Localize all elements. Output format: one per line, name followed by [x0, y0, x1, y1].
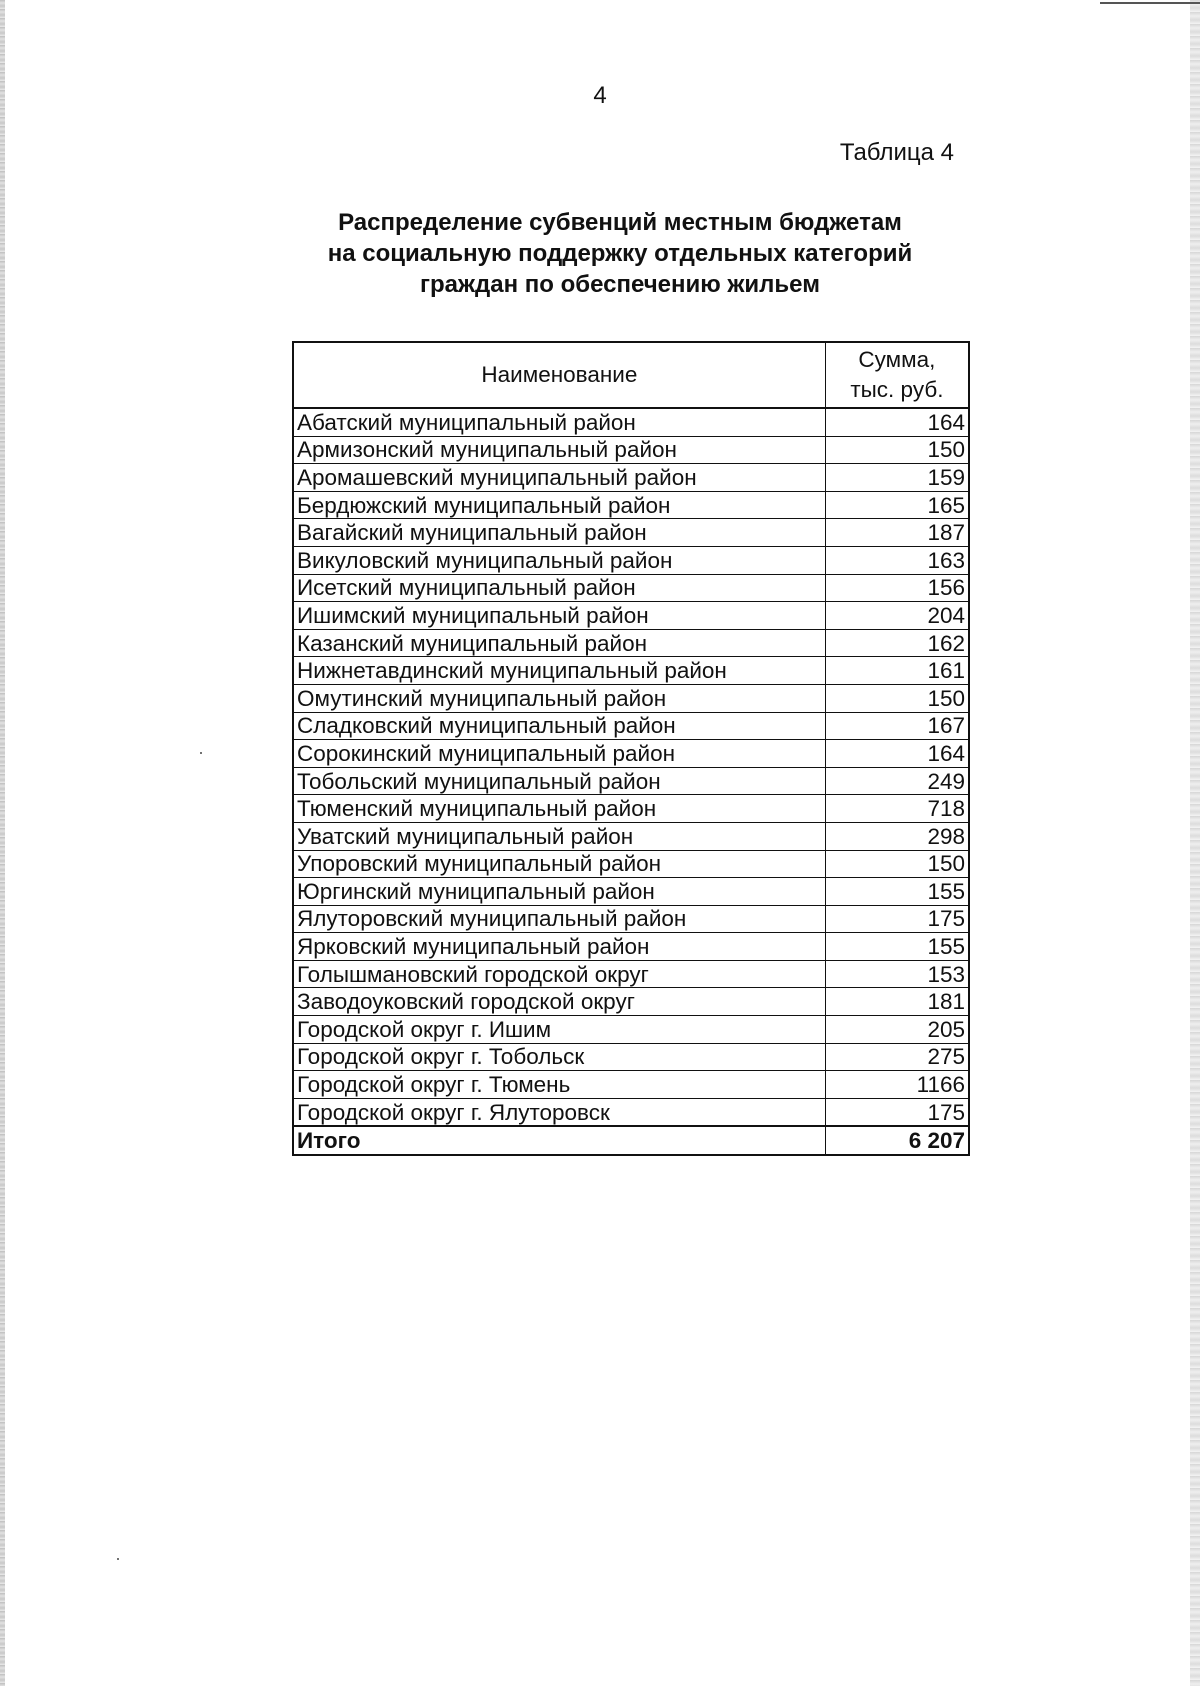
row-name: Викуловский муниципальный район: [293, 546, 825, 574]
scan-speck: [200, 752, 202, 754]
row-name: Уватский муниципальный район: [293, 822, 825, 850]
table-row: [293, 905, 969, 933]
table-row: [293, 1016, 969, 1044]
row-sum: 181: [825, 988, 969, 1016]
table-row: [293, 767, 969, 795]
table-row: [293, 629, 969, 657]
row-name: Тюменский муниципальный район: [293, 795, 825, 823]
scan-right-edge: [1190, 0, 1200, 1686]
row-sum: 275: [825, 1043, 969, 1071]
row-sum: 167: [825, 712, 969, 740]
table-row: [293, 878, 969, 906]
table-row: [293, 408, 969, 436]
table-row: [293, 1098, 969, 1126]
row-name: Казанский муниципальный район: [293, 629, 825, 657]
row-sum: 153: [825, 960, 969, 988]
title-line: на социальную поддержку отдельных категорий: [327, 240, 913, 267]
row-sum: 298: [825, 822, 969, 850]
row-name: Городской округ г. Ялуторовск: [293, 1098, 825, 1126]
row-sum: 165: [825, 491, 969, 519]
row-sum: 150: [825, 850, 969, 878]
table-row: [293, 850, 969, 878]
table-header-row: [293, 342, 969, 408]
row-name: Городской округ г. Тюмень: [293, 1071, 825, 1099]
table-label: Таблица 4: [839, 139, 954, 166]
row-name: Упоровский муниципальный район: [293, 850, 825, 878]
row-sum: 161: [825, 657, 969, 685]
header-sum: [825, 342, 969, 408]
table-row: [293, 657, 969, 685]
row-sum: 159: [825, 464, 969, 492]
table-row: [293, 464, 969, 492]
table-row: [293, 960, 969, 988]
table-row: [293, 574, 969, 602]
table-row: [293, 740, 969, 768]
title-line: граждан по обеспечению жильем: [420, 271, 820, 298]
document-title: [300, 207, 940, 300]
title-line: Распределение субвенций местным бюджетам: [338, 209, 902, 236]
row-sum: 164: [825, 740, 969, 768]
row-sum: 718: [825, 795, 969, 823]
row-name: Сладковский муниципальный район: [293, 712, 825, 740]
row-sum: 163: [825, 546, 969, 574]
row-sum: 204: [825, 602, 969, 630]
row-name: Нижнетавдинский муниципальный район: [293, 657, 825, 685]
table-row: [293, 436, 969, 464]
row-name: Сорокинский муниципальный район: [293, 740, 825, 768]
table-row: [293, 519, 969, 547]
table-body: [293, 408, 969, 1126]
total-label: Итого: [293, 1126, 825, 1155]
table-row: [293, 795, 969, 823]
row-sum: 150: [825, 684, 969, 712]
table-row: [293, 933, 969, 961]
row-name: Тобольский муниципальный район: [293, 767, 825, 795]
table-row: [293, 712, 969, 740]
row-sum: 175: [825, 1098, 969, 1126]
row-name: Омутинский муниципальный район: [293, 684, 825, 712]
table-row: [293, 602, 969, 630]
row-name: Аромашевский муниципальный район: [293, 464, 825, 492]
row-name: Бердюжский муниципальный район: [293, 491, 825, 519]
row-name: Городской округ г. Ишим: [293, 1016, 825, 1044]
scan-speck: [117, 1558, 119, 1560]
row-name: Ялуторовский муниципальный район: [293, 905, 825, 933]
page-number: 4: [593, 82, 607, 109]
table-row: [293, 1071, 969, 1099]
row-name: Исетский муниципальный район: [293, 574, 825, 602]
table-row: [293, 684, 969, 712]
table-row: [293, 1043, 969, 1071]
total-row: [293, 1126, 969, 1155]
row-sum: 249: [825, 767, 969, 795]
row-sum: 156: [825, 574, 969, 602]
row-name: Ярковский муниципальный район: [293, 933, 825, 961]
row-sum: 1166: [825, 1071, 969, 1099]
total-sum: 6 207: [825, 1126, 969, 1155]
header-name: Наименование: [293, 342, 825, 408]
row-sum: 155: [825, 878, 969, 906]
row-name: Вагайский муниципальный район: [293, 519, 825, 547]
row-name: Заводоуковский городской округ: [293, 988, 825, 1016]
row-sum: 155: [825, 933, 969, 961]
header-sum-line: тыс. руб.: [850, 377, 944, 402]
row-name: Городской округ г. Тобольск: [293, 1043, 825, 1071]
row-sum: 175: [825, 905, 969, 933]
row-sum: 187: [825, 519, 969, 547]
scan-left-edge: [0, 0, 5, 1686]
row-name: Голышмановский городской округ: [293, 960, 825, 988]
row-sum: 164: [825, 408, 969, 436]
table-row: [293, 491, 969, 519]
table-row: [293, 546, 969, 574]
row-sum: 150: [825, 436, 969, 464]
header-sum-line: Сумма,: [858, 347, 936, 372]
row-name: Ишимский муниципальный район: [293, 602, 825, 630]
table-row: [293, 988, 969, 1016]
table-row: [293, 822, 969, 850]
subvention-table: [292, 341, 970, 1156]
row-sum: 162: [825, 629, 969, 657]
row-name: Армизонский муниципальный район: [293, 436, 825, 464]
row-name: Абатский муниципальный район: [293, 408, 825, 436]
row-sum: 205: [825, 1016, 969, 1044]
scan-top-mark: [1100, 2, 1200, 4]
row-name: Юргинский муниципальный район: [293, 878, 825, 906]
